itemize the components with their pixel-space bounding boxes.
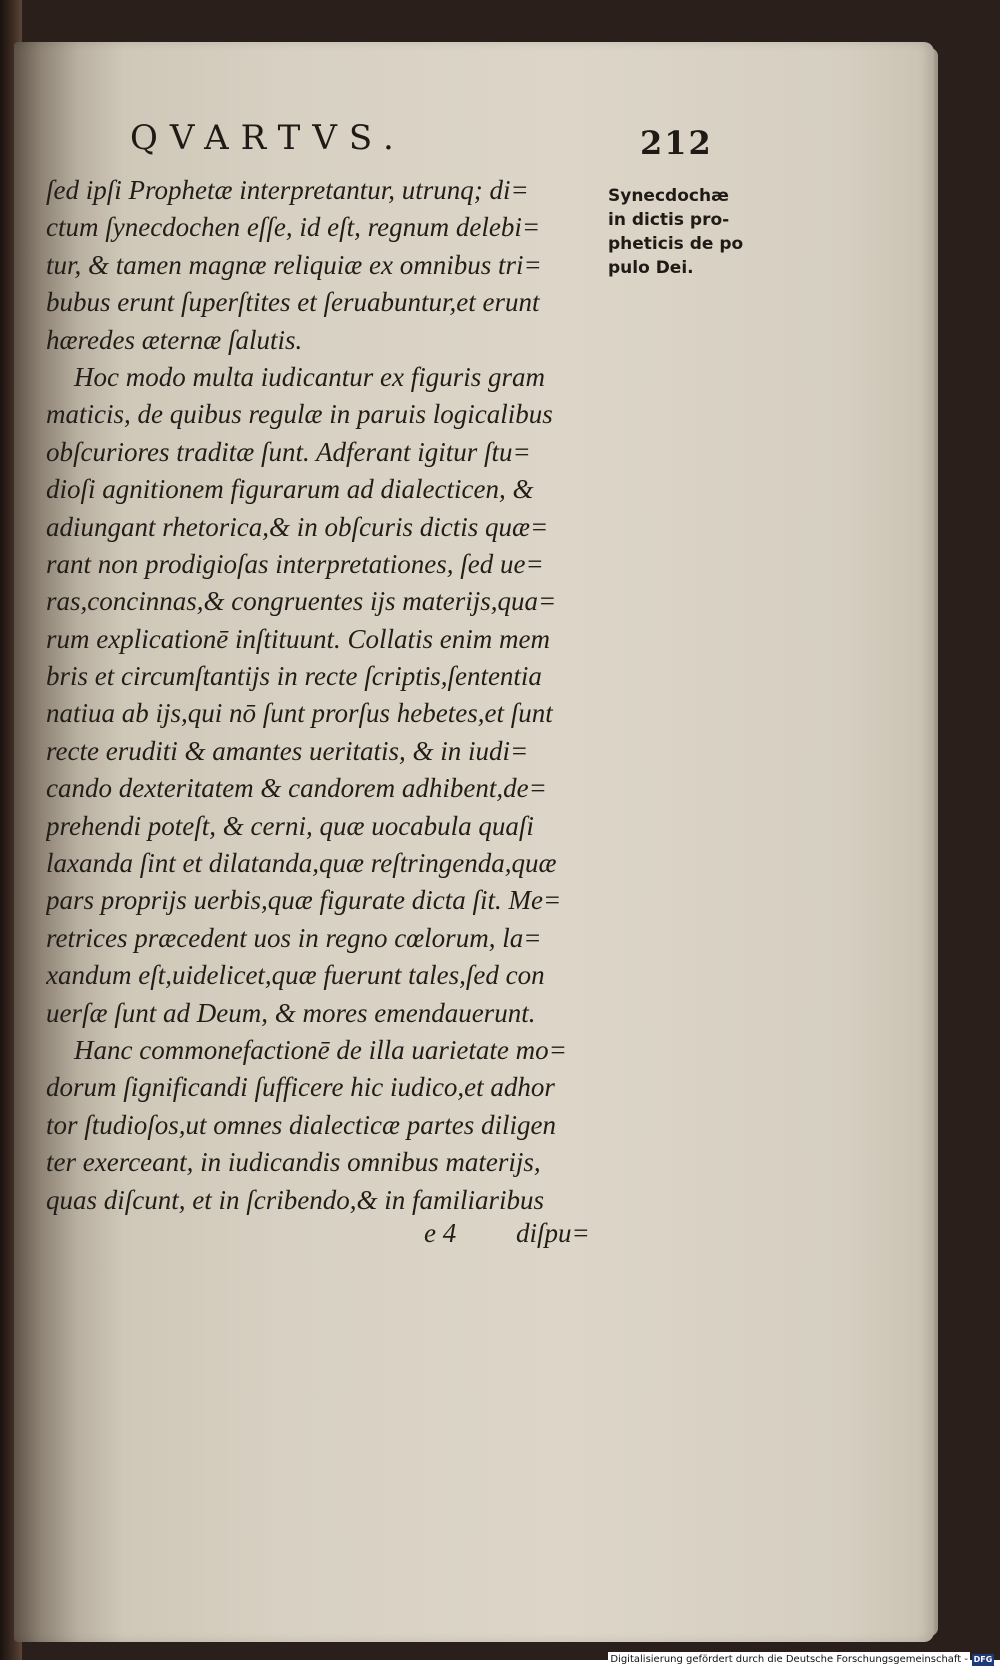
marginal-note-line: Synecdochæ: [608, 186, 729, 206]
catchword: diſpu=: [516, 1218, 590, 1248]
page-foot-line: [424, 1218, 624, 1254]
text-line: Hanc commonefactionē de illa uarietate mo=: [74, 1034, 567, 1065]
marginal-note-line: pulo Dei.: [608, 258, 694, 278]
text-line: ſed ipſi Prophetæ interpretantur, utrunq; di=: [46, 175, 529, 205]
running-head: QVARTVS.: [130, 118, 406, 158]
text-line: obſcuriores traditæ ſunt. Adferant igitur ſtu=: [46, 436, 531, 467]
text-line: pars proprijs uerbis,quæ figurate dicta ſit. Me=: [46, 885, 562, 916]
dfg-logo: DFG: [973, 1655, 993, 1664]
text-line: uerſæ ſunt ad Deum, & mores emendauerunt.: [46, 997, 536, 1028]
text-line: natiua ab ijs,qui nō ſunt prorſus hebetes,et ſunt: [46, 698, 553, 729]
text-line: cando dexteritatem & candorem adhibent,de=: [46, 773, 547, 804]
text-line: tur, & tamen magnæ reliquiæ ex omnibus tri=: [46, 249, 542, 280]
text-line: xandum eſt,uidelicet,quæ fuerunt tales,ſed con: [46, 960, 545, 991]
marginal-note-line: in dictis pro-: [608, 210, 730, 230]
text-line: recte eruditi & amantes ueritatis, & in iudi=: [46, 735, 529, 766]
text-line: bubus erunt ſuperſtites et ſeruabuntur,et erunt: [46, 287, 540, 318]
text-line: retrices præcedent uos in regno cœlorum, la=: [46, 922, 542, 953]
text-line: ter exerceant, in iudicandis omnibus materijs,: [46, 1147, 541, 1178]
text-line: maticis, de quibus regulæ in paruis logicalibus: [46, 399, 553, 430]
page-header: [130, 118, 600, 168]
text-line: ras,concinnas,& congruentes ijs materijs,qua=: [46, 586, 557, 617]
text-line: prehendi poteſt, & cerni, quæ uocabula quaſi: [46, 810, 534, 841]
text-line: rant non prodigioſas interpretationes, ſed ue=: [46, 548, 544, 579]
marginal-note-line: pheticis de po: [608, 234, 744, 254]
page-number: 212: [640, 124, 713, 162]
text-line: dioſi agnitionem figurarum ad dialecticen, &: [46, 474, 534, 505]
marginal-note: [608, 184, 758, 280]
text-line: quas diſcunt, et in ſcribendo,& in familiaribus: [46, 1184, 544, 1215]
body-text: [46, 172, 606, 1219]
text-line: adiungant rhetorica,& in obſcuris dictis quæ=: [46, 511, 549, 542]
text-line: ctum ſynecdochen eſſe, id eſt, regnum delebi=: [46, 212, 541, 243]
signature-mark: e 4: [424, 1218, 457, 1248]
text-line: dorum ſignificandi ſufficere hic iudico,et adhor: [46, 1072, 555, 1103]
text-line: Hoc modo multa iudicantur ex figuris gram: [74, 361, 545, 392]
text-line: bris et circumſtantijs in recte ſcriptis,ſententia: [46, 661, 542, 692]
funding-credit: Digitalisierung gefördert durch die Deutsche Forschungsgemeinschaft -: [608, 1652, 970, 1668]
text-line: hæredes æternæ ſalutis.: [46, 324, 303, 355]
text-line: laxanda ſint et dilatanda,quæ reſtringenda,quæ: [46, 848, 557, 879]
text-line: rum explicationē inſtituunt. Collatis enim mem: [46, 623, 550, 654]
text-line: tor ſtudioſos,ut omnes dialecticæ partes diligen: [46, 1109, 556, 1140]
